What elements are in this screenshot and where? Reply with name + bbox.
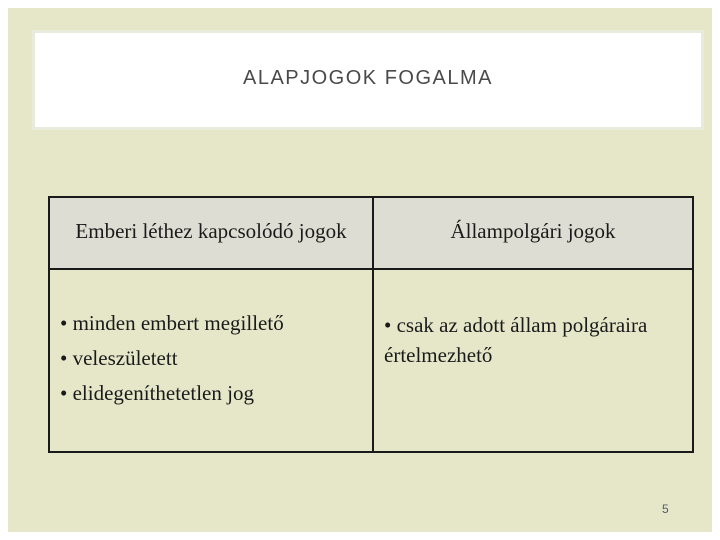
body-cell-human-rights xyxy=(49,269,373,452)
header-cell-human-rights: Emberi léthez kapcsolódó jogok xyxy=(49,197,373,269)
slide xyxy=(8,8,712,532)
slide-title: ALAPJOGOK FOGALMA xyxy=(242,66,493,89)
table-header-row xyxy=(49,197,693,269)
citizen-rights-description: • csak az adott állam polgáraira értelmezhető xyxy=(384,313,648,367)
rights-table-container xyxy=(48,196,694,453)
page-number: 5 xyxy=(662,502,669,516)
table-body-row xyxy=(49,269,693,452)
header-cell-citizen-rights: Állampolgári jogok xyxy=(373,197,693,269)
title-box xyxy=(32,30,704,130)
list-item: • veleszületett xyxy=(60,346,178,370)
list-item: • minden embert megillető xyxy=(60,311,284,335)
list-item: • elidegeníthetetlen jog xyxy=(60,381,254,405)
rights-table xyxy=(48,196,694,453)
body-cell-citizen-rights xyxy=(373,269,693,452)
